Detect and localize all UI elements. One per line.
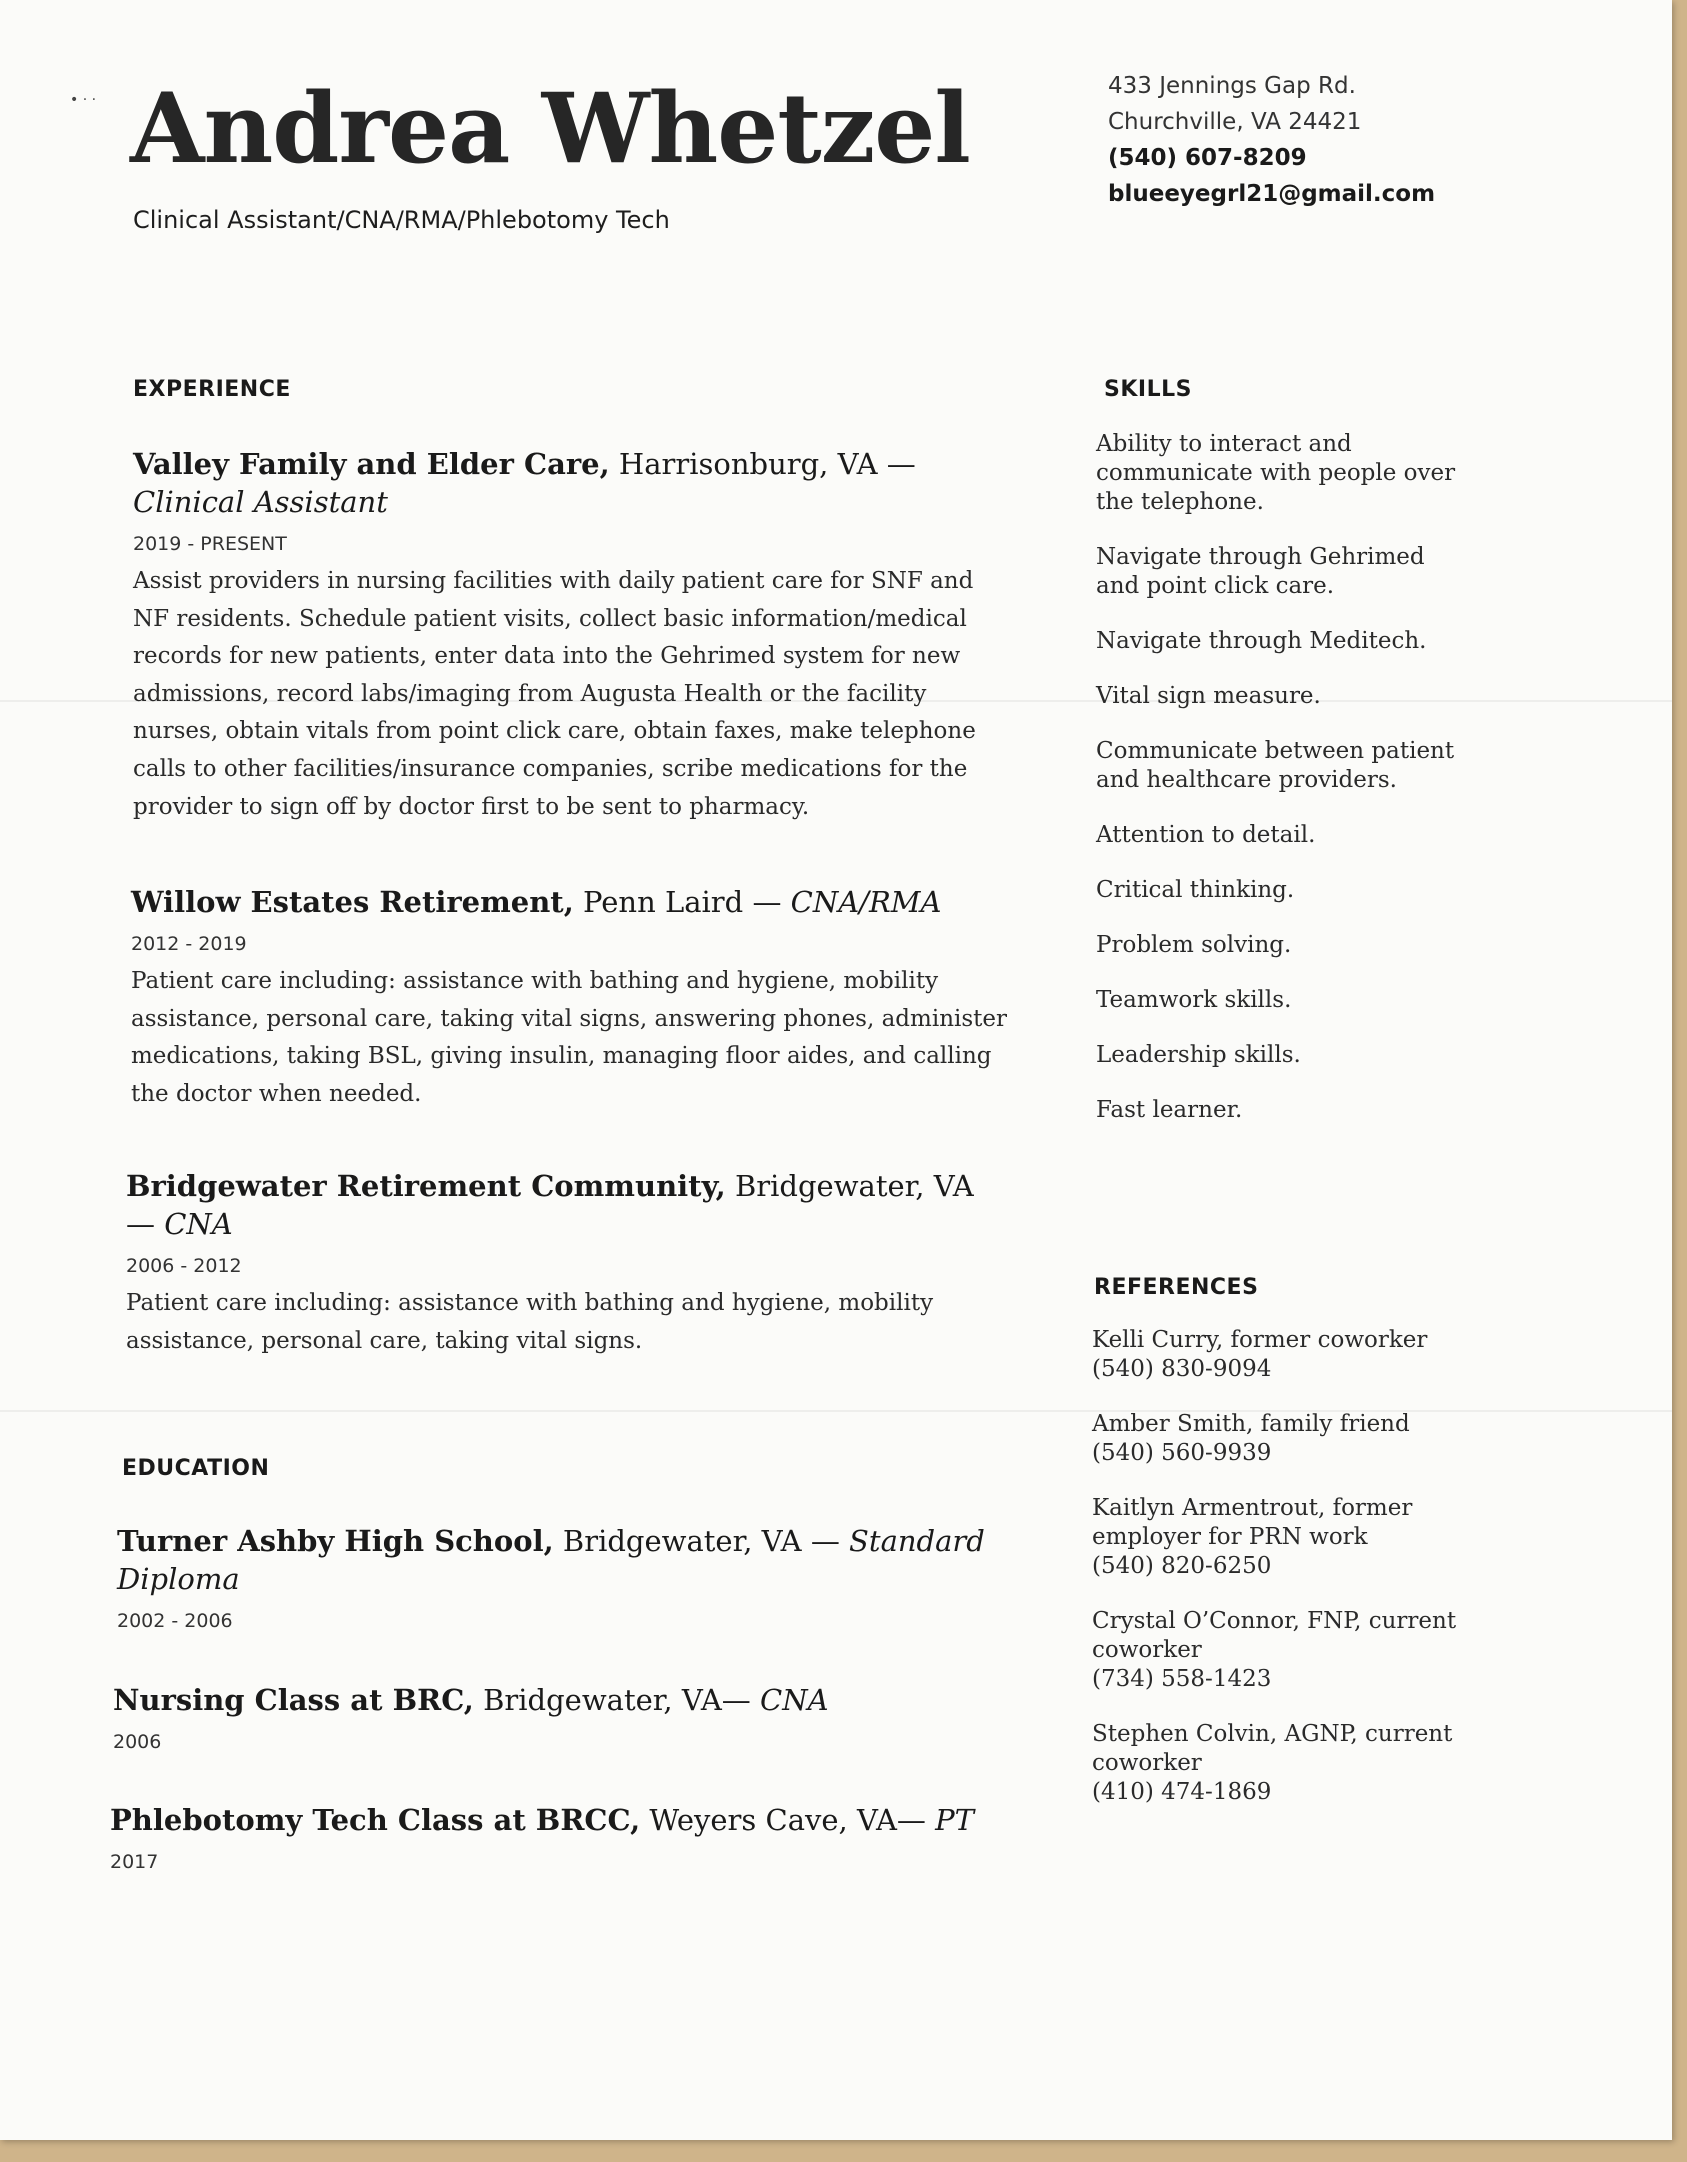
reference-item [1092,1410,1472,1468]
education-title [110,1801,990,1839]
references-heading: REFERENCES [1094,1275,1259,1300]
reference-phone: (540) 820-6250 [1092,1553,1272,1579]
applicant-title: Clinical Assistant/CNA/RMA/Phlebotomy Tech [133,206,670,234]
contact-city: Churchville, VA 24421 [1108,109,1362,135]
job-description: Assist providers in nursing facilities with daily patient care for SNF and NF residents. Schedule patient visits, collect basic information/medical records for new patients, enter data into the Gehrimed system for new admissions, record labs/imaging from Augusta Health or the facility nurses, obtain vitals from point click care, obtain faxes, make telephone calls to other facilities/insurance companies, scribe medications for the provider to sign off by doctor first to be sent to pharmacy. [133,568,976,820]
reference-phone: (540) 560-9939 [1092,1440,1272,1466]
skill-item: Communicate between patient and healthcare providers. [1096,738,1455,793]
ink-speck: • · · [70,92,97,108]
reference-name: Kaitlyn Armentrout, former employer for PRN work [1092,1495,1413,1550]
reference-phone: (410) 474-1869 [1092,1779,1272,1805]
job-title [126,1167,1006,1243]
school-name: Turner Ashby High School, [117,1524,554,1558]
education-heading: EDUCATION [122,1456,270,1481]
school-credential: CNA [760,1683,829,1717]
experience-heading: EXPERIENCE [133,377,291,402]
experience-entry [131,883,1011,1113]
skill-item: Ability to interact and communicate with people over the telephone. [1096,431,1456,515]
education-title [117,1522,997,1598]
education-title [113,1681,993,1719]
reference-item [1092,1607,1472,1694]
job-org: Valley Family and Elder Care, [133,447,610,481]
education-dates: 2002 - 2006 [117,1610,233,1632]
education-entry [110,1801,990,1873]
job-role: CNA/RMA [790,885,942,919]
school-place: Weyers Cave, VA— [640,1803,936,1837]
job-title [133,445,1013,521]
skills-heading: SKILLS [1104,377,1192,402]
reference-name: Kelli Curry, former coworker [1092,1327,1428,1353]
job-place: Bridgewater, VA — [126,1169,974,1241]
contact-block [1108,68,1435,212]
contact-email: blueeyegrl21@gmail.com [1108,181,1436,207]
skill-item: Leadership skills. [1096,1042,1301,1068]
education-entry [117,1522,997,1632]
job-org: Bridgewater Retirement Community, [126,1169,726,1203]
job-org: Willow Estates Retirement, [131,885,574,919]
school-credential: PT [935,1803,974,1837]
reference-name: Stephen Colvin, AGNP, current coworker [1092,1721,1453,1776]
reference-phone: (734) 558-1423 [1092,1666,1272,1692]
skill-item: Teamwork skills. [1096,987,1292,1013]
reference-item [1092,1326,1472,1384]
job-description: Patient care including: assistance with bathing and hygiene, mobility assistance, personal care, taking vital signs. [126,1290,934,1354]
job-role: CNA [164,1207,233,1241]
references-list [1092,1326,1472,1833]
school-name: Phlebotomy Tech Class at BRCC, [110,1803,641,1837]
contact-street: 433 Jennings Gap Rd. [1108,73,1356,99]
experience-entry [126,1167,1006,1360]
reference-name: Crystal O’Connor, FNP, current coworker [1092,1608,1457,1663]
skill-item: Navigate through Meditech. [1096,628,1427,654]
skill-item: Fast learner. [1096,1097,1243,1123]
school-place: Bridgewater, VA— [473,1683,761,1717]
skill-item: Navigate through Gehrimed and point click care. [1096,544,1425,599]
education-entry [113,1681,993,1753]
skill-item: Attention to detail. [1096,822,1316,848]
school-name: Nursing Class at BRC, [113,1683,474,1717]
applicant-name: Andrea Whetzel [130,72,970,185]
skills-list [1096,430,1466,1151]
job-place: Harrisonburg, VA — [609,447,916,481]
job-place: Penn Laird — [573,885,791,919]
job-title [131,883,1011,921]
reference-item [1092,1720,1472,1807]
job-dates: 2012 - 2019 [131,933,247,955]
job-dates: 2006 - 2012 [126,1255,242,1277]
skill-item: Critical thinking. [1096,877,1295,903]
job-description: Patient care including: assistance with bathing and hygiene, mobility assistance, personal care, taking vital signs, answering phones, administer medications, taking BSL, giving insulin, managing floor aides, and calling the doctor when needed. [131,968,1008,1107]
education-dates: 2006 [113,1731,162,1753]
school-place: Bridgewater, VA — [553,1524,850,1558]
job-dates: 2019 - PRESENT [133,533,287,555]
contact-phone: (540) 607-8209 [1108,145,1307,171]
skill-item: Vital sign measure. [1096,683,1321,709]
school-credential: Standard Diploma [117,1524,985,1596]
job-role: Clinical Assistant [133,485,388,519]
experience-entry [133,445,1013,826]
reference-name: Amber Smith, family friend [1092,1411,1410,1437]
education-dates: 2017 [110,1851,159,1873]
reference-phone: (540) 830-9094 [1092,1356,1272,1382]
reference-item [1092,1494,1472,1581]
skill-item: Problem solving. [1096,932,1292,958]
